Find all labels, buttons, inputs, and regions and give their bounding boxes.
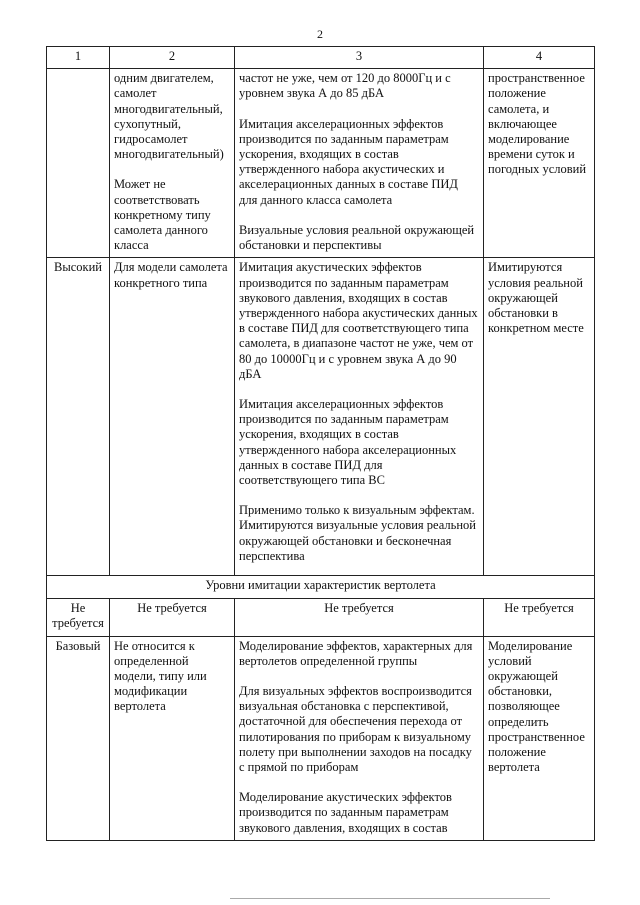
header-col-3: 3	[235, 47, 484, 69]
model-text: одним двигателем, самолет многодвигательный, сухопутный, гидросамолет многодвигательный)	[114, 71, 224, 162]
model-text: Может не соответствовать конкретному типу самолета данного класса	[114, 177, 211, 253]
effects-text: Имитация акселерационных эффектов производится по заданным параметрам ускорения, входящих в состав утвержденного набора акустических и акселерационных данных в составе ПИД для данного класса самолета	[239, 116, 458, 207]
level-cell: Высокий	[47, 258, 110, 576]
bottom-divider	[230, 898, 550, 899]
environment-cell: Моделирование условий окружающей обстановки, позволяющее определить пространственное положение вертолета	[484, 636, 595, 840]
model-cell: Не требуется	[110, 598, 235, 636]
model-cell	[110, 69, 235, 258]
effects-text: Моделирование акустических эффектов производится по заданным параметрам звукового давления, входящих в состав	[239, 790, 452, 835]
environment-cell: Имитируются условия реальной окружающей обстановки в конкретном месте	[484, 258, 595, 576]
table-row	[47, 598, 595, 636]
section-row	[47, 576, 595, 598]
simulation-levels-table	[46, 46, 595, 841]
table-row	[47, 258, 595, 576]
effects-text: Применимо только к визуальным эффектам. Имитируются визуальные условия реальной окружающей обстановки и бесконечная перспектива	[239, 503, 476, 563]
header-col-2: 2	[110, 47, 235, 69]
environment-cell: Не требуется	[484, 598, 595, 636]
effects-text: Имитация акселерационных эффектов производится по заданным параметрам ускорения, входящих в состав утвержденного набора акселерационных данных в составе ПИД для соответствующего типа ВС	[239, 397, 457, 488]
level-cell	[47, 69, 110, 258]
effects-text: Визуальные условия реальной окружающей обстановки и перспективы	[239, 222, 475, 253]
section-title: Уровни имитации характеристик вертолета	[47, 576, 595, 598]
level-cell: Не требуется	[47, 598, 110, 636]
model-cell: Для модели самолета конкретного типа	[110, 258, 235, 576]
effects-text: частот не уже, чем от 120 до 8000Гц и с уровнем звука А до 85 дБА	[239, 71, 451, 101]
effects-cell	[235, 636, 484, 840]
table-row	[47, 69, 595, 258]
effects-cell	[235, 258, 484, 576]
header-col-1: 1	[47, 47, 110, 69]
page-number: 2	[317, 27, 323, 41]
level-cell: Базовый	[47, 636, 110, 840]
environment-cell: пространственное положение самолета, и включающее моделирование времени суток и погодных условий	[484, 69, 595, 258]
effects-cell: Не требуется	[235, 598, 484, 636]
effects-text: Имитация акустических эффектов производится по заданным параметрам звукового давления, входящих в состав утвержденного набора акустических данных в составе ПИД для соответствующего типа самолета, в диапазоне частот не уже, чем от 80 до 10000Гц и с уровнем звука А до 90 дБА	[239, 260, 478, 381]
model-cell: Не относится к определенной модели, типу или модификации вертолета	[110, 636, 235, 840]
effects-text: Для визуальных эффектов воспроизводится визуальная обстановка с перспективой, достаточной для обеспечения перехода от пилотирования по приборам к визуальному полету при выполнении заходов на посадку с прямой по приборам	[239, 684, 472, 775]
effects-text: Моделирование эффектов, характерных для вертолетов определенной группы	[239, 638, 473, 668]
header-col-4: 4	[484, 47, 595, 69]
effects-cell	[235, 69, 484, 258]
table-header-row	[47, 47, 595, 69]
table-row	[47, 636, 595, 840]
